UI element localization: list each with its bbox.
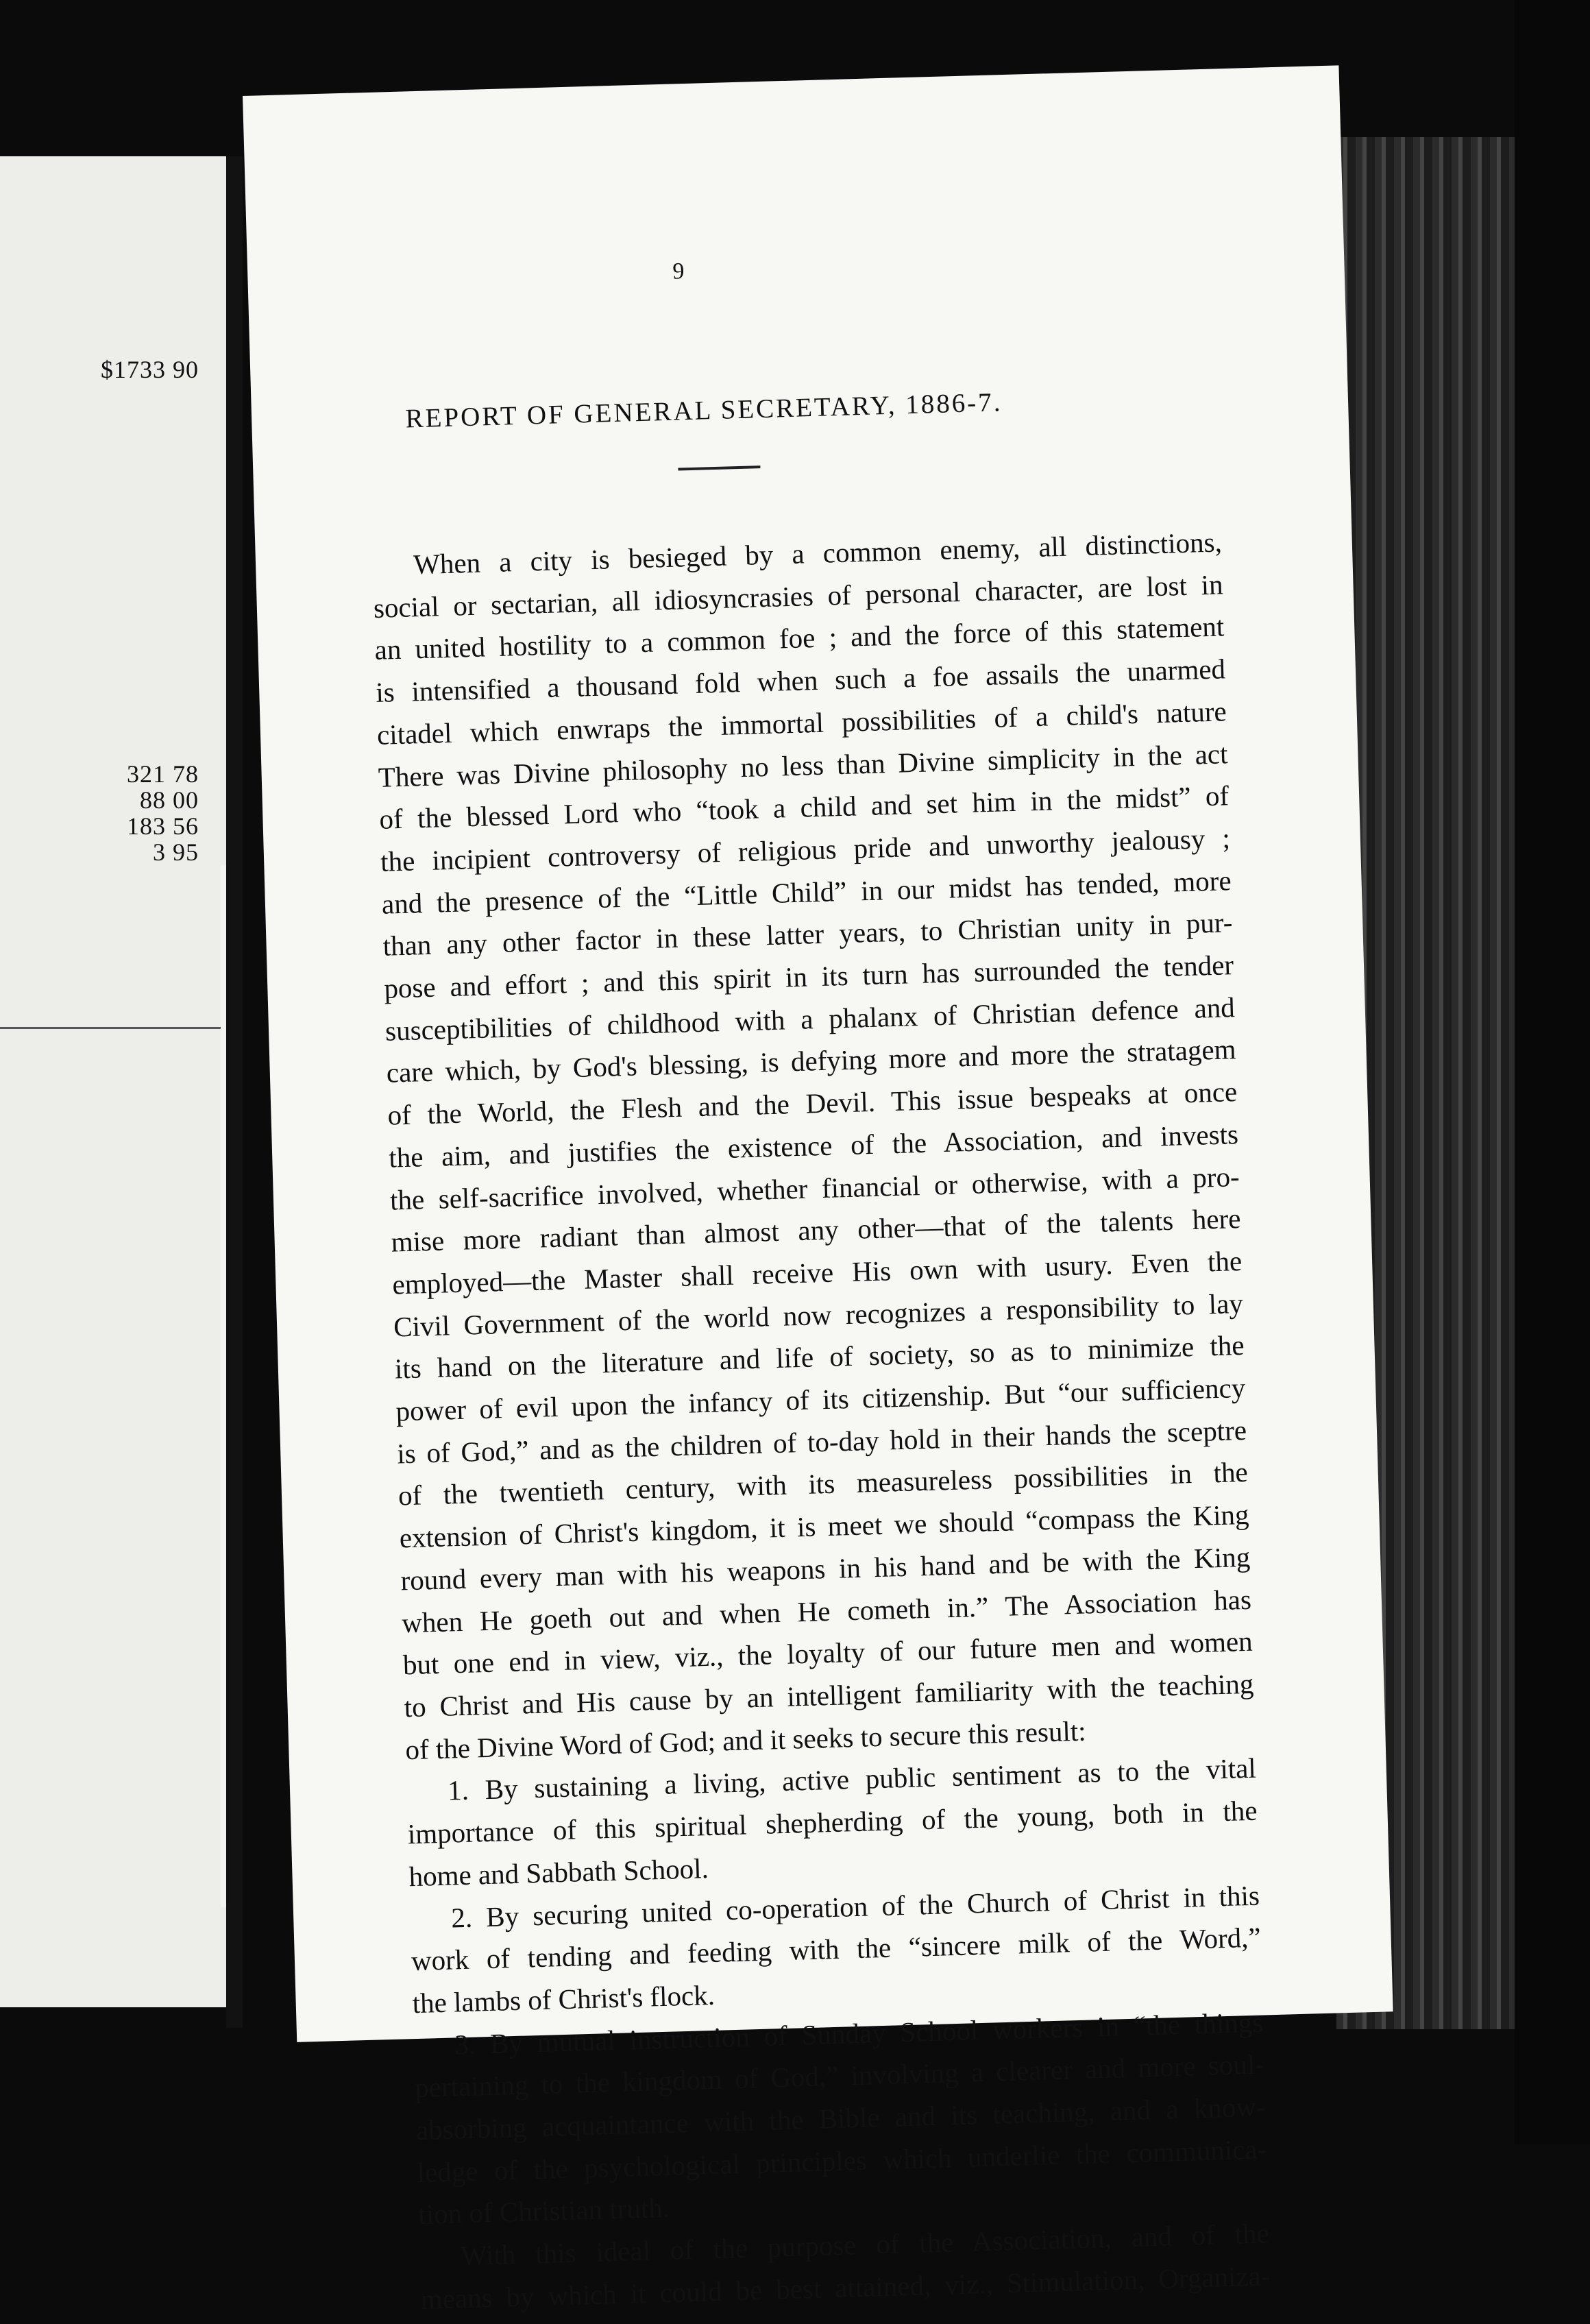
text-line: ledge of the psychological principles which underlie the communica- <box>417 2133 1267 2188</box>
text-line: round every man with his weapons in his hand and be with the King <box>400 1540 1251 1597</box>
text-line: the incipient controversy of religious pride and unworthy jealousy ; <box>380 822 1231 877</box>
text-line: Civil Government of the world now recognizes a responsibility to lay <box>393 1287 1244 1343</box>
text-line: an united hostility to a common foe ; and the force of this statement <box>374 610 1225 666</box>
page-number: 9 <box>672 258 685 285</box>
background-edge <box>1515 0 1590 2144</box>
text-line: 1. By sustaining a living, active public sentiment as to the vital <box>447 1752 1257 1806</box>
text-line: is intensified a thousand fold when such a foe assails the unarmed <box>375 653 1226 709</box>
text-line: means by which it could be best attained, viz., Stimulation, Organiza- <box>420 2260 1271 2315</box>
text-line: of the Divine Word of God; and it seeks to secure this result: <box>404 1715 1087 1765</box>
text-line: 2. By securing united co-operation of the Church of Christ in this <box>450 1879 1260 1934</box>
left-amount-4: 3 95 <box>153 838 199 866</box>
left-page <box>0 156 230 2007</box>
text-line: citadel which enwraps the immortal possibilities of a child's nature <box>376 695 1227 751</box>
text-line: its hand on the literature and life of society, so as to minimize the <box>394 1329 1245 1385</box>
left-amount-3: 183 56 <box>127 812 199 840</box>
text-line: care which, by God's blessing, is defying more and more the stratagem <box>386 1033 1237 1089</box>
text-line: extension of Christ's kingdom, it is meet we should “compass the King <box>399 1498 1249 1554</box>
text-line: 3. By mutual instruction of Sunday School workers in “the things <box>454 2006 1264 2061</box>
text-line: the aim, and justifies the existence of the Association, and invests <box>388 1117 1239 1174</box>
text-line: the lambs of Christ's flock. <box>412 1978 716 2020</box>
text-line: of the World, the Flesh and the Devil. This issue bespeaks at once <box>387 1076 1238 1131</box>
book-gutter <box>226 156 243 2028</box>
text-line: than any other factor in these latter years, to Christian unity in pur- <box>382 906 1233 963</box>
text-line: importance of this spiritual shepherding of the young, both in the <box>407 1794 1258 1850</box>
text-line: the self-sacrifice involved, whether financial or otherwise, with a pro- <box>389 1160 1240 1216</box>
text-line: social or sectarian, all idiosyncrasies of personal character, are lost in <box>373 568 1224 624</box>
text-line: mise more radiant than almost any other—that of the talents here <box>391 1202 1241 1258</box>
report-title: REPORT OF GENERAL SECRETARY, 1886-7. <box>405 387 1003 434</box>
text-line: tion of Christian truth. <box>417 2192 670 2231</box>
text-line: work of tending and feeding with the “sincere milk of the Word,” <box>411 1921 1262 1977</box>
title-rule <box>678 465 760 470</box>
text-line: is of God,” and as the children of to-day hold in their hands the sceptre <box>396 1414 1247 1470</box>
text-line: pose and effort ; and this spirit in its turn has surrounded the tender <box>383 949 1234 1004</box>
text-line: employed—the Master shall receive His own with usury. Even the <box>391 1244 1243 1300</box>
text-line: When a city is besieged by a common enemy, all distinctions, <box>413 526 1223 581</box>
left-page-rule <box>0 1027 226 1029</box>
text-line: but one end in view, viz., the loyalty of our future men and women <box>402 1625 1253 1681</box>
left-amount-2: 88 00 <box>140 786 199 814</box>
text-line: absorbing acquaintance with the Bible and its teaching, and a know- <box>415 2090 1267 2146</box>
text-line: With this ideal of the purpose of the Association, and of the <box>460 2217 1270 2272</box>
right-page <box>243 65 1393 2315</box>
text-line: when He goeth out and when He cometh in.” The Association has <box>401 1583 1252 1638</box>
text-line: of the blessed Lord who “took a child and set him in the midst” of <box>378 779 1230 836</box>
left-amount-1: 321 78 <box>127 760 199 788</box>
text-line: pertaining to the kingdom of God,” involving a clearer and more soul- <box>414 2048 1265 2104</box>
report-body <box>371 521 1271 2321</box>
text-line: There was Divine philosophy no less than Divine simplicity in the act <box>378 737 1228 793</box>
left-top-amount: $1733 90 <box>101 356 199 383</box>
text-line: susceptibilities of childhood with a phalanx of Christian defence and <box>384 991 1236 1047</box>
text-line: and the presence of the “Little Child” in our midst has tended, more <box>381 864 1232 920</box>
text-line: of the twentieth century, with its measureless possibilities in the <box>398 1456 1249 1512</box>
text-line: to Christ and His cause by an intelligent familiarity with the teaching <box>404 1667 1254 1723</box>
text-line: power of evil upon the infancy of its citizenship. But “our sufficiency <box>395 1371 1246 1427</box>
text-line: home and Sabbath School. <box>408 1852 709 1893</box>
